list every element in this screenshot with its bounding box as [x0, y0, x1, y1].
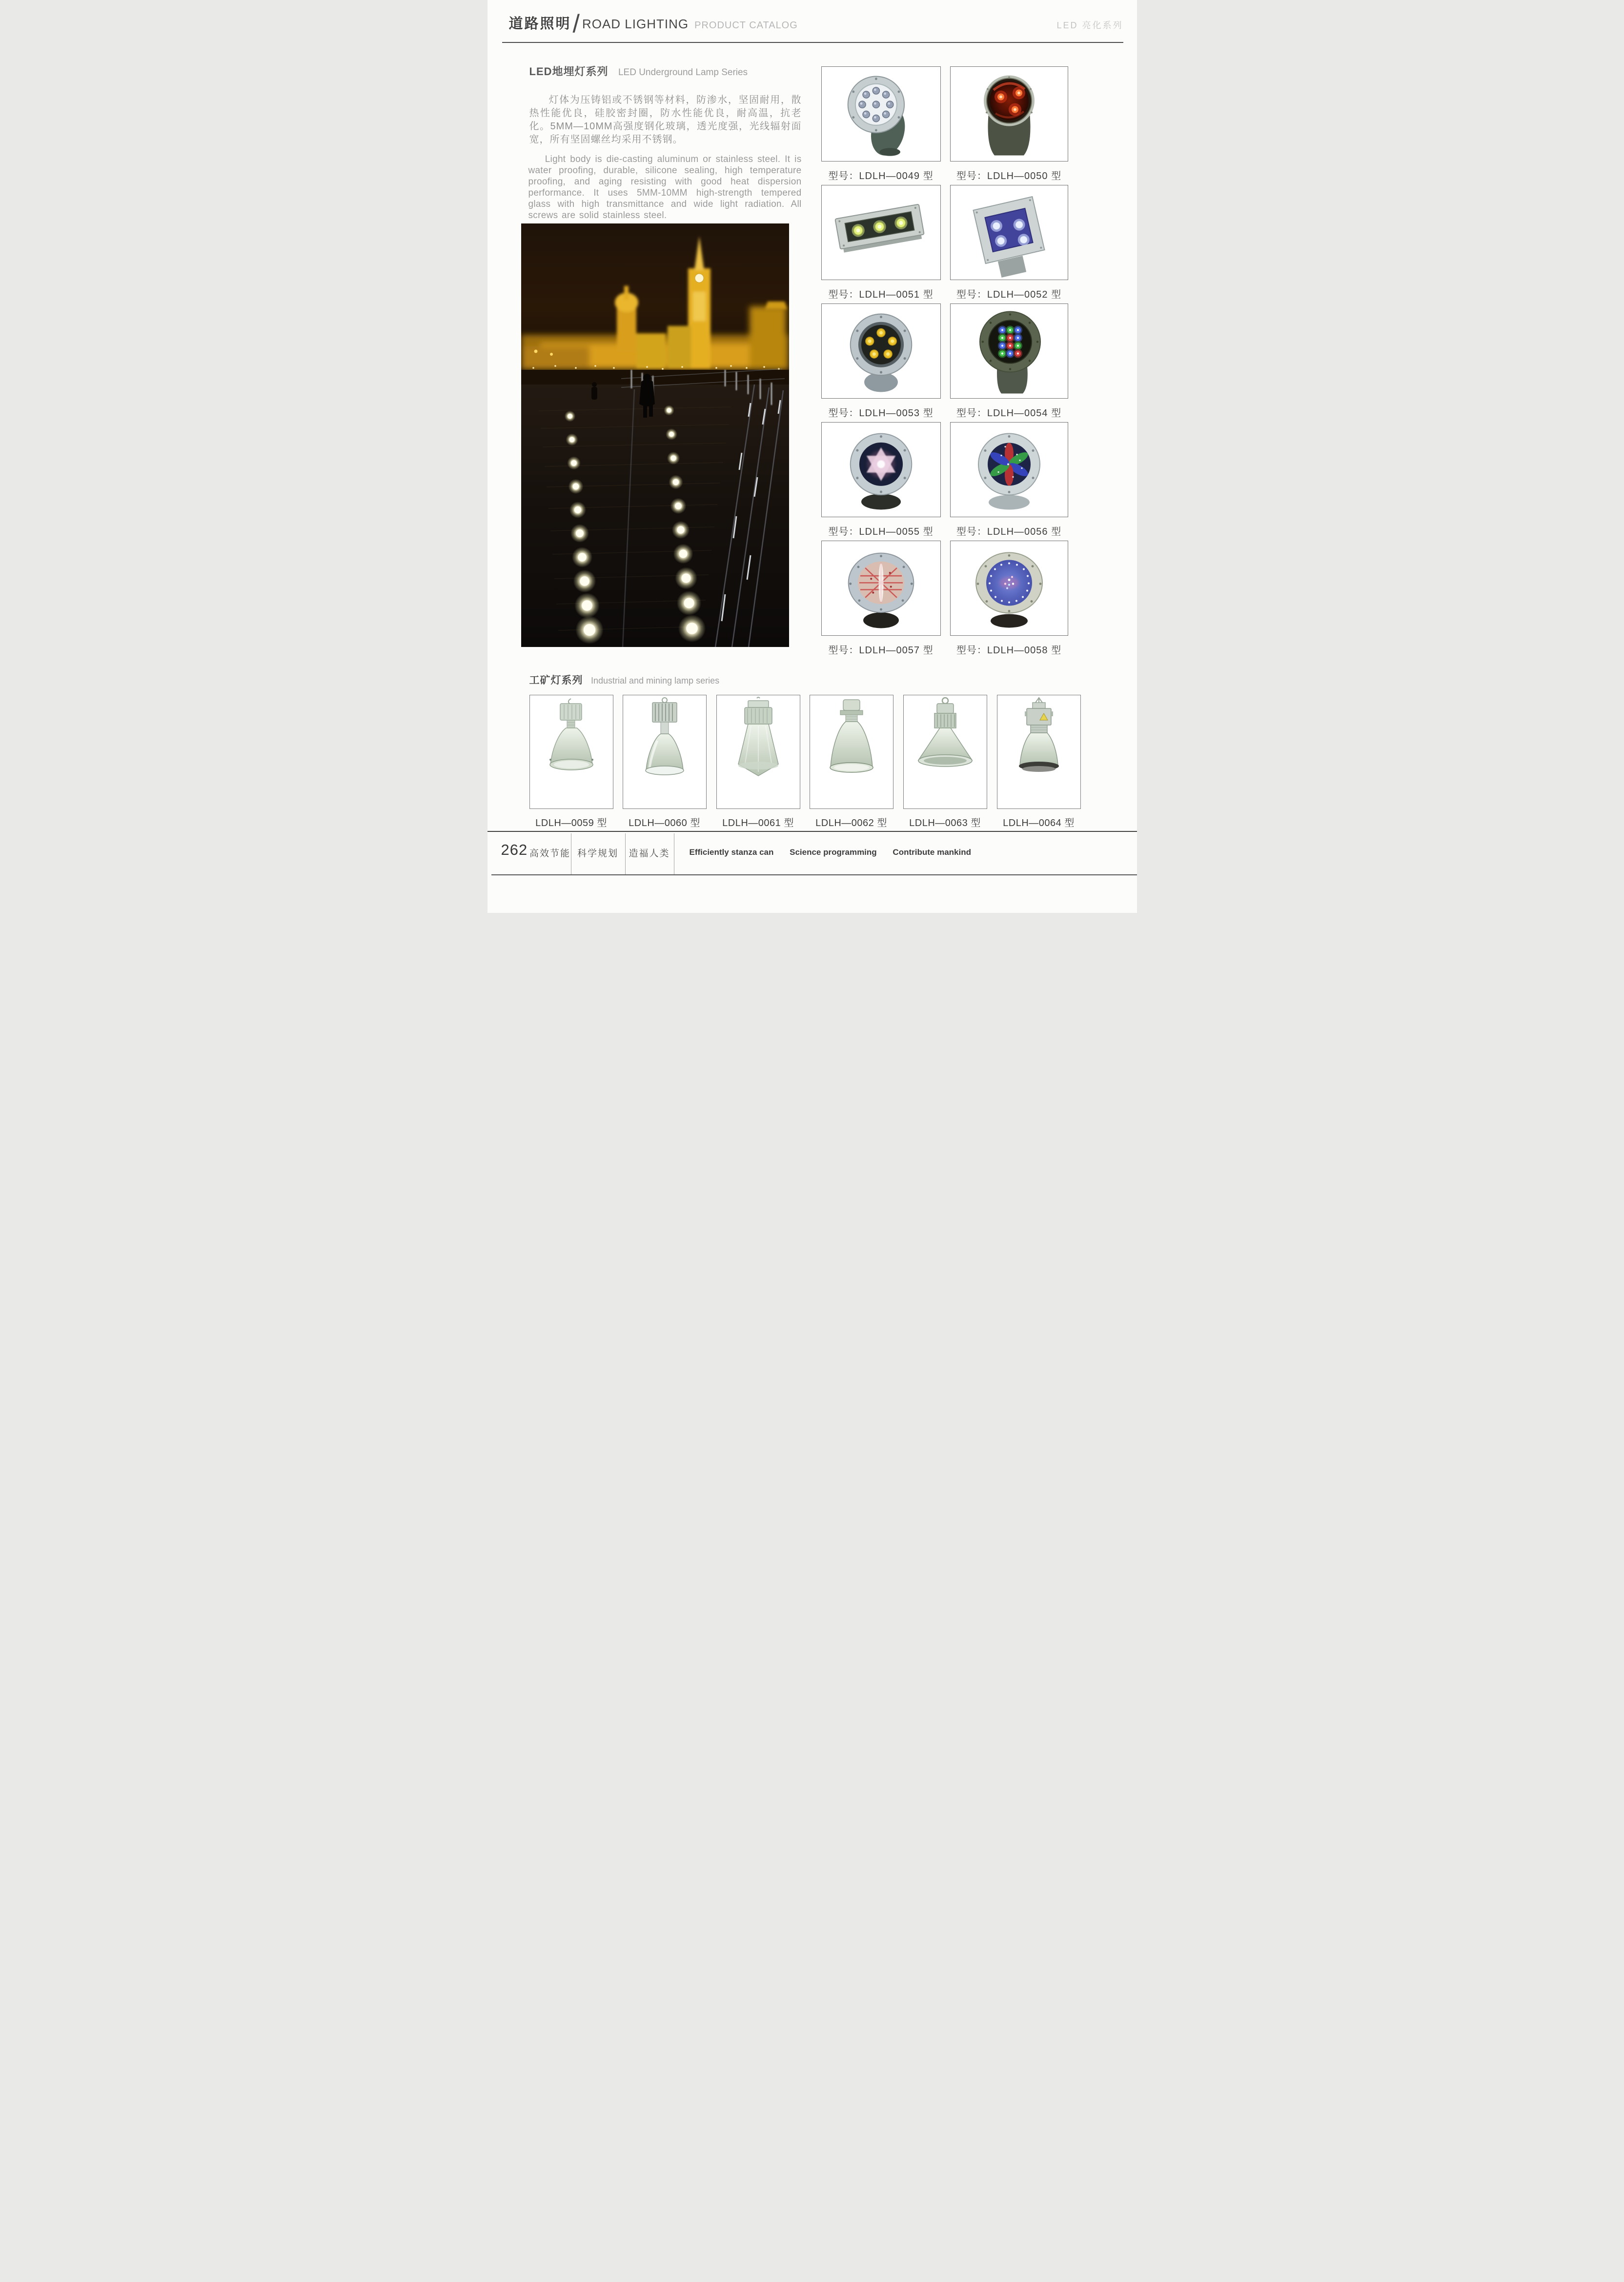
product-frame: [821, 422, 941, 517]
underground-title-cn: LED地埋灯系列: [529, 65, 609, 78]
product-label: LDLH—0061 型: [722, 818, 794, 828]
brand-title-en: ROAD LIGHTING: [582, 17, 689, 31]
product-frame: [950, 185, 1068, 280]
lamp-image-ldlh-0062: [810, 695, 893, 808]
product-label: LDLH—0062 型: [815, 818, 887, 828]
product-card-ldlh-0064: [997, 695, 1081, 829]
product-card-ldlh-0053: [821, 303, 941, 419]
product-card-ldlh-0062: [810, 695, 893, 829]
product-label: LDLH—0059 型: [535, 818, 607, 828]
lamp-image-ldlh-0055: [822, 423, 940, 517]
product-label: 型号：LDLH—0054 型: [956, 408, 1062, 419]
brand-subtitle: PRODUCT CATALOG: [694, 20, 798, 31]
product-frame: [716, 695, 800, 809]
product-label: 型号：LDLH—0055 型: [828, 526, 934, 537]
lamp-image-ldlh-0064: [997, 695, 1080, 808]
brand-title-cn: 道路照明: [508, 16, 571, 32]
lamp-image-ldlh-0050: [951, 67, 1068, 161]
product-frame: [821, 66, 941, 162]
lamp-image-ldlh-0058: [951, 541, 1068, 635]
underground-section-title: [529, 63, 748, 79]
product-card-ldlh-0050: [950, 66, 1068, 182]
product-frame: [821, 185, 941, 280]
product-frame: [950, 303, 1068, 399]
industrial-title-cn: 工矿灯系列: [529, 675, 583, 686]
industrial-section-title: [529, 672, 720, 687]
footer-slogan-cn-3: 造福人类: [629, 848, 670, 859]
product-card-ldlh-0051: [821, 185, 941, 301]
product-frame: [997, 695, 1081, 809]
product-card-ldlh-0063: [903, 695, 987, 829]
footer-rule-top: [487, 831, 1137, 832]
night-scene-illustration: [521, 223, 789, 647]
product-frame: [903, 695, 987, 809]
product-label: LDLH—0064 型: [1003, 818, 1075, 828]
product-label: LDLH—0060 型: [629, 818, 700, 828]
product-label: 型号：LDLH—0058 型: [956, 645, 1062, 656]
lamp-image-ldlh-0059: [530, 695, 613, 808]
product-frame: [950, 66, 1068, 162]
product-label: 型号：LDLH—0049 型: [828, 171, 934, 182]
series-label: LED 亮化系列: [1056, 20, 1123, 30]
product-label: 型号：LDLH—0056 型: [956, 526, 1062, 537]
underground-title-en: LED Underground Lamp Series: [618, 67, 748, 78]
product-card-ldlh-0059: [529, 695, 613, 829]
product-frame: [950, 422, 1068, 517]
product-card-ldlh-0058: [950, 541, 1068, 656]
product-label: 型号：LDLH—0051 型: [828, 289, 934, 300]
product-frame: [623, 695, 707, 809]
footer-slogan-en-1: Efficiently stanza can: [689, 848, 774, 857]
lamp-image-ldlh-0057: [822, 541, 940, 635]
footer-slogan-cn-1: 高效节能: [529, 848, 570, 859]
product-card-ldlh-0061: [716, 695, 800, 829]
lamp-image-ldlh-0051: [822, 185, 940, 280]
lamp-image-ldlh-0061: [717, 695, 800, 808]
product-frame: [821, 303, 941, 399]
catalog-page: [487, 0, 1137, 913]
product-card-ldlh-0052: [950, 185, 1068, 301]
product-label: 型号：LDLH—0053 型: [828, 408, 934, 419]
lamp-image-ldlh-0049: [822, 67, 940, 161]
underground-description-en: Light body is die-casting aluminum or stainless steel. It is water proofing, durable, silicone sealing, high temperature proofing, and aging resisting with good heat dispersion performance. It uses 5MM-10MM high-strength tempered glass with high transmittance and wide light radiation. All screws are solid stainless steel.: [528, 154, 802, 221]
footer-slogan-en-2: Science programming: [790, 848, 877, 857]
product-label: 型号：LDLH—0050 型: [956, 171, 1062, 182]
night-scene-photo: [521, 223, 789, 647]
product-frame: [821, 541, 941, 636]
product-frame: [810, 695, 893, 809]
footer-slogan-en-3: Contribute mankind: [893, 848, 971, 857]
underground-description-cn: 灯体为压铸铝或不锈钢等材料，防渗水，坚固耐用，散热性能优良，硅胶密封圈，防水性能优良，耐高温，抗老化。5MM—10MM高强度钢化玻璃，透光度强，光线辐射面宽，所有坚固螺丝均采用不锈钢。: [529, 95, 802, 145]
lamp-image-ldlh-0063: [904, 695, 987, 808]
lamp-image-ldlh-0053: [822, 304, 940, 398]
product-frame: [950, 541, 1068, 636]
footer-page-number: 262: [501, 841, 528, 858]
product-card-ldlh-0054: [950, 303, 1068, 419]
product-label: LDLH—0063 型: [909, 818, 981, 828]
lamp-image-ldlh-0056: [951, 423, 1068, 517]
industrial-title-en: Industrial and mining lamp series: [590, 676, 720, 686]
footer-slogans-en: [690, 848, 985, 857]
product-card-ldlh-0057: [821, 541, 941, 656]
product-card-ldlh-0055: [821, 422, 941, 538]
product-label: 型号：LDLH—0057 型: [828, 645, 934, 656]
product-label: 型号：LDLH—0052 型: [956, 289, 1062, 300]
product-frame: [529, 695, 613, 809]
product-card-ldlh-0056: [950, 422, 1068, 538]
footer-slogan-cn-2: 科学规划: [577, 848, 618, 859]
footer-rule-bottom: [491, 874, 1137, 875]
lamp-image-ldlh-0060: [623, 695, 706, 808]
product-card-ldlh-0060: [623, 695, 707, 829]
lamp-image-ldlh-0052: [951, 185, 1068, 280]
product-card-ldlh-0049: [821, 66, 941, 182]
lamp-image-ldlh-0054: [951, 304, 1068, 398]
page-header: 道路照明 / ROAD LIGHTING PRODUCT CATALOG LED 亮化系列: [508, 10, 1123, 38]
header-rule: [502, 42, 1123, 43]
